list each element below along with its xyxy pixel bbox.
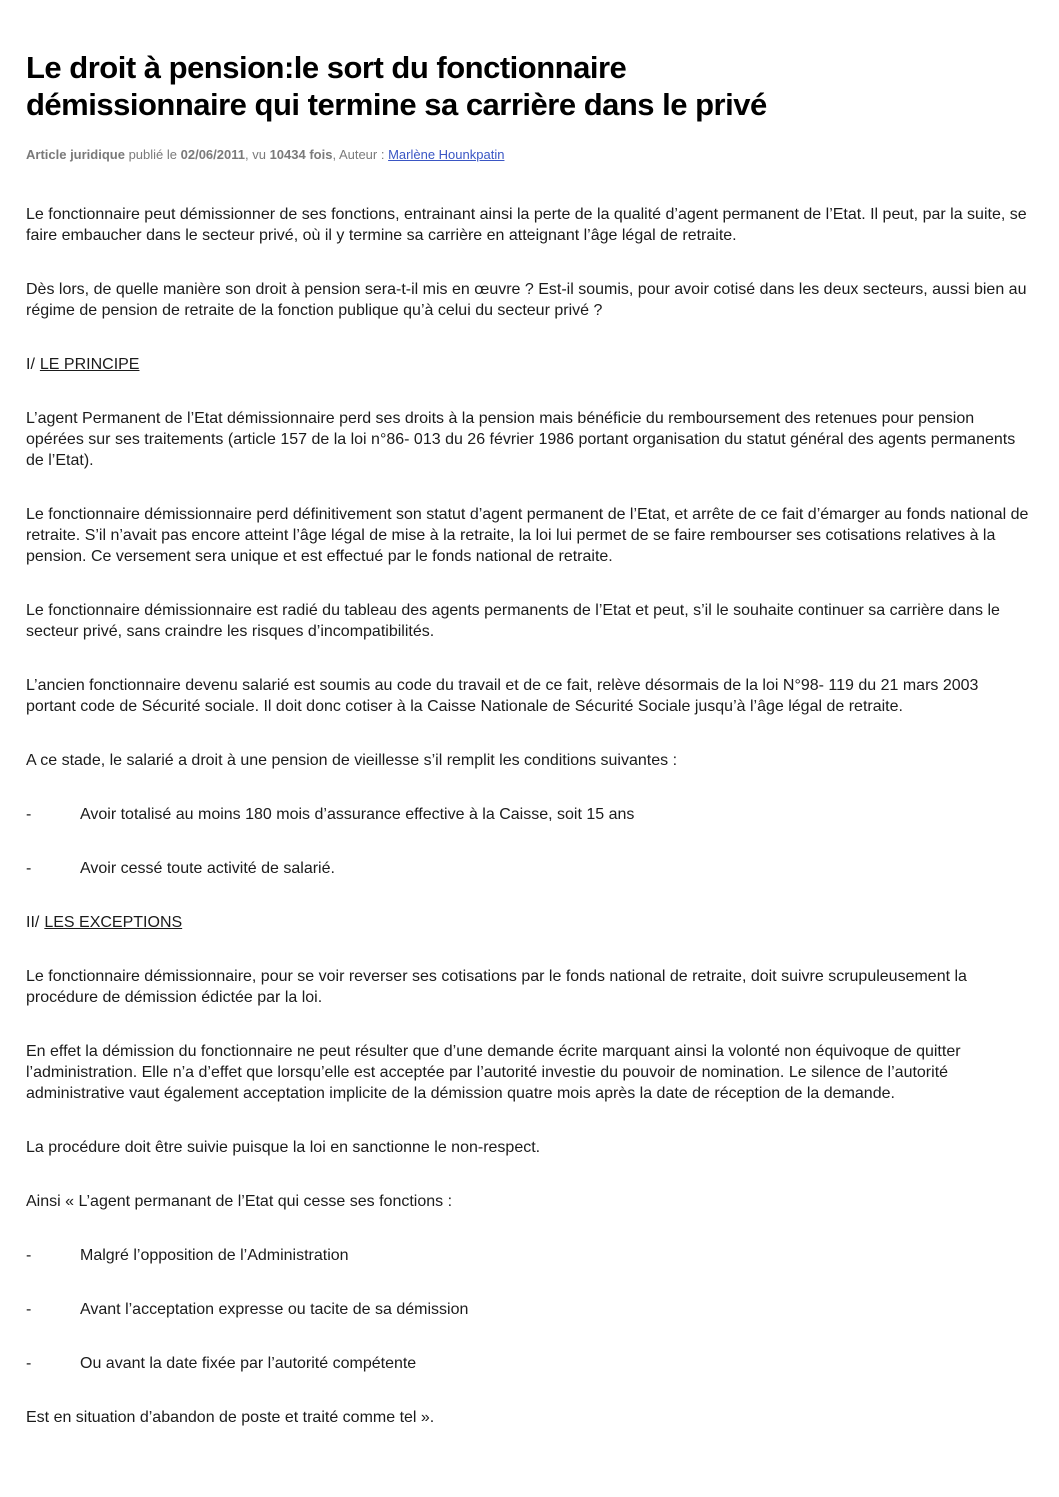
section-number: II/ — [26, 914, 40, 931]
bullet-dash: - — [26, 860, 32, 877]
list-item — [26, 858, 1031, 879]
bullet-text: Ou avant la date fixée par l’autorité compétente — [80, 1355, 417, 1372]
article-type-label: Article juridique — [26, 147, 125, 162]
page-title-line-2: démissionnaire qui termine sa carrière dans le privé — [26, 87, 767, 122]
paragraph: Ainsi « L’agent permanant de l’Etat qui cesse ses fonctions : — [26, 1193, 453, 1210]
bullet-dash: - — [26, 1355, 32, 1372]
list-item — [26, 804, 1031, 825]
section-title: LE PRINCIPE — [39, 356, 140, 373]
paragraph: Le fonctionnaire peut démissionner de ses fonctions, entrainant ainsi la perte de la qualité d’agent permanent de l’Etat. Il peut, par la suite, se faire embaucher dans le secteur privé, où il y termine sa carrière en atteignant l’âge légal de retraite. — [26, 206, 1027, 244]
section-number: I/ — [26, 356, 35, 373]
paragraph: Le fonctionnaire démissionnaire est radié du tableau des agents permanents de l’Etat et peut, s’il le souhaite continuer sa carrière dans le secteur privé, sans craindre les risques d’incompatibilités. — [26, 602, 1000, 640]
paragraph: Le fonctionnaire démissionnaire perd définitivement son statut d’agent permanent de l’Etat, et arrête de ce fait d’émarger au fonds national de retraite. S’il n’avait pas encore atteint l’âge légal de mise à la retraite, la loi lui permet de se faire rembourser ses cotisations relatives à la pension. Ce versement sera unique et est effectué par le fonds national de retraite. — [26, 506, 1029, 565]
bullet-text: Avoir totalisé au moins 180 mois d’assurance effective à la Caisse, soit 15 ans — [80, 806, 635, 823]
article-body — [26, 204, 1031, 1428]
page-title-line-1: Le droit à pension:le sort du fonctionnaire — [26, 50, 627, 85]
bullet-dash: - — [26, 1247, 32, 1264]
published-label: publié le — [124, 147, 181, 162]
section-title: LES EXCEPTIONS — [44, 914, 183, 931]
list-item — [26, 1353, 1031, 1374]
bullet-dash: - — [26, 806, 32, 823]
views-count: 10434 fois — [269, 147, 333, 162]
paragraph: A ce stade, le salarié a droit à une pension de vieillesse s’il remplit les conditions suivantes : — [26, 752, 678, 769]
publish-date: 02/06/2011 — [180, 147, 245, 162]
bullet-text: Malgré l’opposition de l’Administration — [80, 1247, 349, 1264]
section-heading — [26, 912, 1031, 933]
author-link[interactable]: Marlène Hounkpatin — [388, 147, 505, 162]
bullet-text: Avoir cessé toute activité de salarié. — [80, 860, 335, 877]
list-item — [26, 1299, 1031, 1320]
page-title — [26, 49, 1031, 123]
paragraph: L’agent Permanent de l’Etat démissionnaire perd ses droits à la pension mais bénéficie du remboursement des retenues pour pension opérées sur ses traitements (article 157 de la loi n°86- 013 du 26 février 1986 portant organisation du statut général des agents permanents de l’Etat). — [26, 410, 1016, 469]
list-item — [26, 1245, 1031, 1266]
paragraph: Est en situation d’abandon de poste et traité comme tel ». — [26, 1409, 435, 1426]
author-label: , Auteur : — [332, 147, 389, 162]
byline — [26, 147, 1031, 163]
paragraph: La procédure doit être suivie puisque la loi en sanctionne le non-respect. — [26, 1139, 541, 1156]
paragraph: L’ancien fonctionnaire devenu salarié est soumis au code du travail et de ce fait, relève désormais de la loi N°98- 119 du 21 mars 2003 portant code de Sécurité sociale. Il doit donc cotiser à la Caisse Nationale de Sécurité Sociale jusqu’à l’âge légal de retraite. — [26, 677, 979, 715]
paragraph: Le fonctionnaire démissionnaire, pour se voir reverser ses cotisations par le fonds national de retraite, doit suivre scrupuleusement la procédure de démission édictée par la loi. — [26, 968, 967, 1006]
section-heading — [26, 354, 1031, 375]
bullet-dash: - — [26, 1301, 32, 1318]
paragraph: En effet la démission du fonctionnaire ne peut résulter que d’une demande écrite marquant ainsi la volonté non équivoque de quitter l’administration. Elle n’a d’effet que lorsqu’elle est acceptée par l’autorité investie du pouvoir de nomination. Le silence de l’autorité administrative vaut également acceptation implicite de la démission quatre mois après la date de réception de la demande. — [26, 1043, 961, 1102]
bullet-text: Avant l’acceptation expresse ou tacite de sa démission — [80, 1301, 469, 1318]
paragraph: Dès lors, de quelle manière son droit à pension sera-t-il mis en œuvre ? Est-il soumis, pour avoir cotisé dans les deux secteurs, aussi bien au régime de pension de retraite de la fonction publique qu’à celui du secteur privé ? — [26, 281, 1027, 319]
views-label: , vu — [244, 147, 270, 162]
